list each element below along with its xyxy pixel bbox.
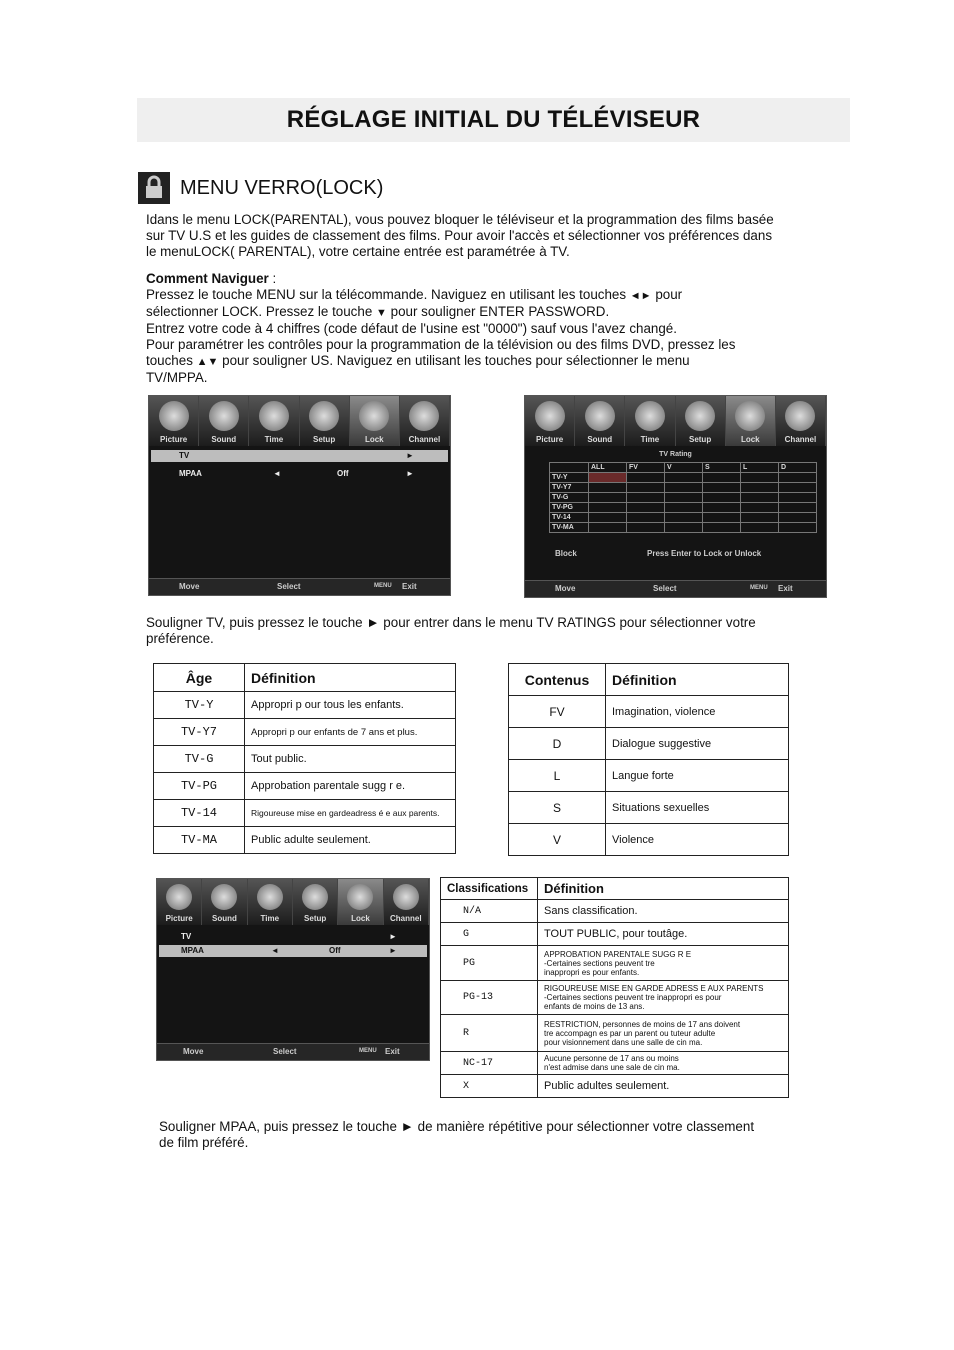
table-row: TV-G Tout public.	[154, 746, 456, 773]
down-arrow-icon: ▼	[376, 307, 387, 319]
menu-icon-bar	[525, 396, 826, 446]
rating-row[interactable]: TV-MA	[550, 523, 817, 533]
menu-channel[interactable]: Channel	[400, 396, 450, 446]
menu-lock[interactable]: Lock	[726, 396, 776, 446]
table-row: FV Imagination, violence	[509, 696, 789, 728]
menu-picture[interactable]: Picture	[157, 879, 202, 925]
table-row: TV-PG Approbation parentale sugg r e.	[154, 773, 456, 800]
menu-row-mpaa[interactable]: MPAA ◄ Off ►	[179, 469, 414, 478]
age-rating-table: Âge Définition TV-Y Appropri p our tous les enfants. TV-Y7 Appropri p our enfants de 7 ans et plus. TV-G Tout public. TV-PG Approbation parentale sugg r e. TV-14 Rigoureuse mise en gardeadress é e aux parents. TV-MA Public adulte seulement.	[153, 663, 456, 854]
setup-icon	[302, 884, 328, 910]
table-row: V Violence	[509, 824, 789, 856]
select-hint: Select	[273, 1047, 297, 1056]
screen-footer	[525, 580, 826, 597]
menu-row-tv[interactable]: TV ►	[151, 450, 448, 462]
exit-hint: Exit	[778, 584, 793, 593]
menu-lock[interactable]: Lock	[350, 396, 400, 446]
tv-rating-screen	[524, 395, 827, 598]
time-icon	[257, 884, 283, 910]
menu-time[interactable]: Time	[249, 396, 299, 446]
menu-key-icon: MENU	[359, 1048, 377, 1054]
table-row: PG-13 RIGOUREUSE MISE EN GARDE ADRESS E AUX PARENTS -Certaines sections peuvent tre inappropri es pour enfants de moins de 13 ans.	[441, 981, 789, 1015]
table-row: D Dialogue suggestive	[509, 728, 789, 760]
chevron-left-icon: ◄	[271, 946, 279, 955]
move-hint: Move	[179, 582, 200, 591]
tv-lock-menu-screen	[148, 395, 451, 596]
menu-sound[interactable]: Sound	[202, 879, 247, 925]
menu-channel[interactable]: Channel	[384, 879, 429, 925]
nav-heading: Comment Naviguer	[146, 271, 269, 286]
rating-row[interactable]: TV-14	[550, 513, 817, 523]
menu-row-mpaa[interactable]: MPAA ◄ Off ►	[159, 945, 427, 957]
table-row: NC-17 Aucune personne de 17 ans ou moins n'est admise dans une sale de cin ma.	[441, 1052, 789, 1075]
menu-key-icon: MENU	[750, 585, 768, 591]
title-bar	[137, 98, 850, 142]
menu-setup[interactable]: Setup	[293, 879, 338, 925]
menu-picture[interactable]: Picture	[149, 396, 199, 446]
menu-lock[interactable]: Lock	[338, 879, 383, 925]
table-row: R RESTRICTION, personnes de moins de 17 ans doivent tre accompagn es par un parent ou tuteur adulte pour visionnement dans une salle de cin ma.	[441, 1015, 789, 1052]
chevron-right-icon: ►	[406, 469, 414, 478]
lock-icon	[735, 401, 765, 431]
table-row: L Langue forte	[509, 760, 789, 792]
lock-icon	[138, 172, 170, 204]
tv-rating-grid: ALL FV V S L D TV-Y TV-Y7 TV-G TV-PG TV-14 TV-MA	[549, 462, 817, 533]
menu-channel[interactable]: Channel	[776, 396, 826, 446]
mpaa-menu-screen	[156, 878, 430, 1061]
menu-row-tv[interactable]: TV ►	[181, 932, 397, 941]
chevron-right-icon: ►	[389, 932, 397, 941]
menu-picture[interactable]: Picture	[525, 396, 575, 446]
menu-icon-bar	[149, 396, 450, 446]
sound-icon	[211, 884, 237, 910]
menu-setup[interactable]: Setup	[676, 396, 726, 446]
lock-icon	[359, 401, 389, 431]
setup-icon	[309, 401, 339, 431]
menu-key-icon: MENU	[374, 583, 392, 589]
chevron-right-icon: ►	[406, 451, 414, 460]
picture-icon	[535, 401, 565, 431]
block-legend: Block	[555, 549, 577, 558]
rating-row[interactable]: TV-PG	[550, 503, 817, 513]
time-icon	[259, 401, 289, 431]
picture-icon	[159, 401, 189, 431]
menu-time[interactable]: Time	[248, 879, 293, 925]
menu-icon-bar	[157, 879, 429, 925]
menu-sound[interactable]: Sound	[575, 396, 625, 446]
up-down-arrows-icon: ▲▼	[196, 356, 219, 368]
exit-hint: Exit	[402, 582, 417, 591]
table-row: X Public adultes seulement.	[441, 1075, 789, 1098]
table-row: TV-Y Appropri p our tous les enfants.	[154, 692, 456, 719]
lock-icon	[347, 884, 373, 910]
exit-hint: Exit	[385, 1047, 400, 1056]
section-title: MENU VERRO(LOCK)	[180, 177, 384, 199]
rating-row[interactable]: TV-Y7	[550, 483, 817, 493]
content-table: Contenus Définition FV Imagination, violence D Dialogue suggestive L Langue forte S Situations sexuelles V Violence	[508, 663, 789, 856]
table-row: TV-Y7 Appropri p our enfants de 7 ans et plus.	[154, 719, 456, 746]
mpaa-classification-table: Classifications Définition N/A Sans classification. G TOUT PUBLIC, pour toutâge. PG APPROBATION PARENTALE SUGG R E -Certaines sections peuvent tre inappropri es pour enfants. PG-13 RIGOUREUSE MISE EN GARDE ADRESS E AUX PARENTS -Certaines sections peuvent tre inappropri es pour enfants de moins de 13 ans. R RESTRICTION, personnes de moins de 17 ans doivent tre accompagn es par un parent ou tuteur adulte pour visionnement dans une salle de cin ma. NC-17 Aucune personne de 17 ans ou moins n'est admise dans une sale de cin ma. X Public adultes seulement.	[440, 877, 789, 1098]
table-row: S Situations sexuelles	[509, 792, 789, 824]
table-row: TV-14 Rigoureuse mise en gardeadress é e aux parents.	[154, 800, 456, 827]
tv-rating-title: TV Rating	[659, 451, 692, 458]
move-hint: Move	[183, 1047, 204, 1056]
table-row: PG APPROBATION PARENTALE SUGG R E -Certaines sections peuvent tre inappropri es pour enfants.	[441, 946, 789, 981]
table-row: TV-MA Public adulte seulement.	[154, 827, 456, 854]
lock-hint: Press Enter to Lock or Unlock	[647, 549, 762, 558]
select-hint: Select	[653, 584, 677, 593]
rating-row[interactable]: TV-Y	[550, 473, 817, 483]
chevron-left-icon: ◄	[273, 469, 281, 478]
navigation-instructions: Comment Naviguer : Pressez le touche MENU sur la télécommande. Naviguez en utilisant les touches ◄► pour sélectionner LOCK. Pressez le touche ▼ pour souligner ENTER PASSWORD. Entrez votre code à 4 chiffres (code défaut de l'usine est "0000") sauf vous l'avez changé. Pour paramétrer les contrôles pour la programmation de la télévision ou des films DVD, pressez les touches ▲▼ pour souligner US. Naviguez en utilisant les touches pour sélectionner le menu TV/MPPA.	[146, 271, 736, 385]
sound-icon	[585, 401, 615, 431]
table-row: N/A Sans classification.	[441, 900, 789, 923]
caption-tv: Souligner TV, puis pressez le touche ► pour entrer dans le menu TV RATINGS pour sélectionner votre préférence.	[146, 615, 756, 646]
sound-icon	[209, 401, 239, 431]
left-right-arrows-icon: ◄►	[629, 290, 652, 302]
setup-icon	[685, 401, 715, 431]
screen-footer	[149, 578, 450, 595]
channel-icon	[785, 401, 815, 431]
menu-setup[interactable]: Setup	[300, 396, 350, 446]
select-hint: Select	[277, 582, 301, 591]
rating-row[interactable]: TV-G	[550, 493, 817, 503]
menu-time[interactable]: Time	[625, 396, 675, 446]
screen-footer	[157, 1043, 429, 1060]
time-icon	[635, 401, 665, 431]
move-hint: Move	[555, 584, 576, 593]
channel-icon	[409, 401, 439, 431]
intro-paragraph: Idans le menu LOCK(PARENTAL), vous pouvez bloquer le téléviseur et la programmation des films basée sur TV U.S et les guides de classement des films. Pour avoir l'accès et sélectionner vos préférences dans le menuLOCK( PARENTAL), votre certaine entrée est paramétrée à TV.	[146, 212, 774, 259]
chevron-right-icon: ►	[389, 946, 397, 955]
channel-icon	[393, 884, 419, 910]
menu-sound[interactable]: Sound	[199, 396, 249, 446]
picture-icon	[166, 884, 192, 910]
table-row: G TOUT PUBLIC, pour toutâge.	[441, 923, 789, 946]
page-title: RÉGLAGE INITIAL DU TÉLÉVISEUR	[286, 106, 701, 133]
caption-mpaa: Souligner MPAA, puis pressez le touche ► de manière répétitive pour sélectionner votre classement de film préféré.	[159, 1119, 755, 1150]
